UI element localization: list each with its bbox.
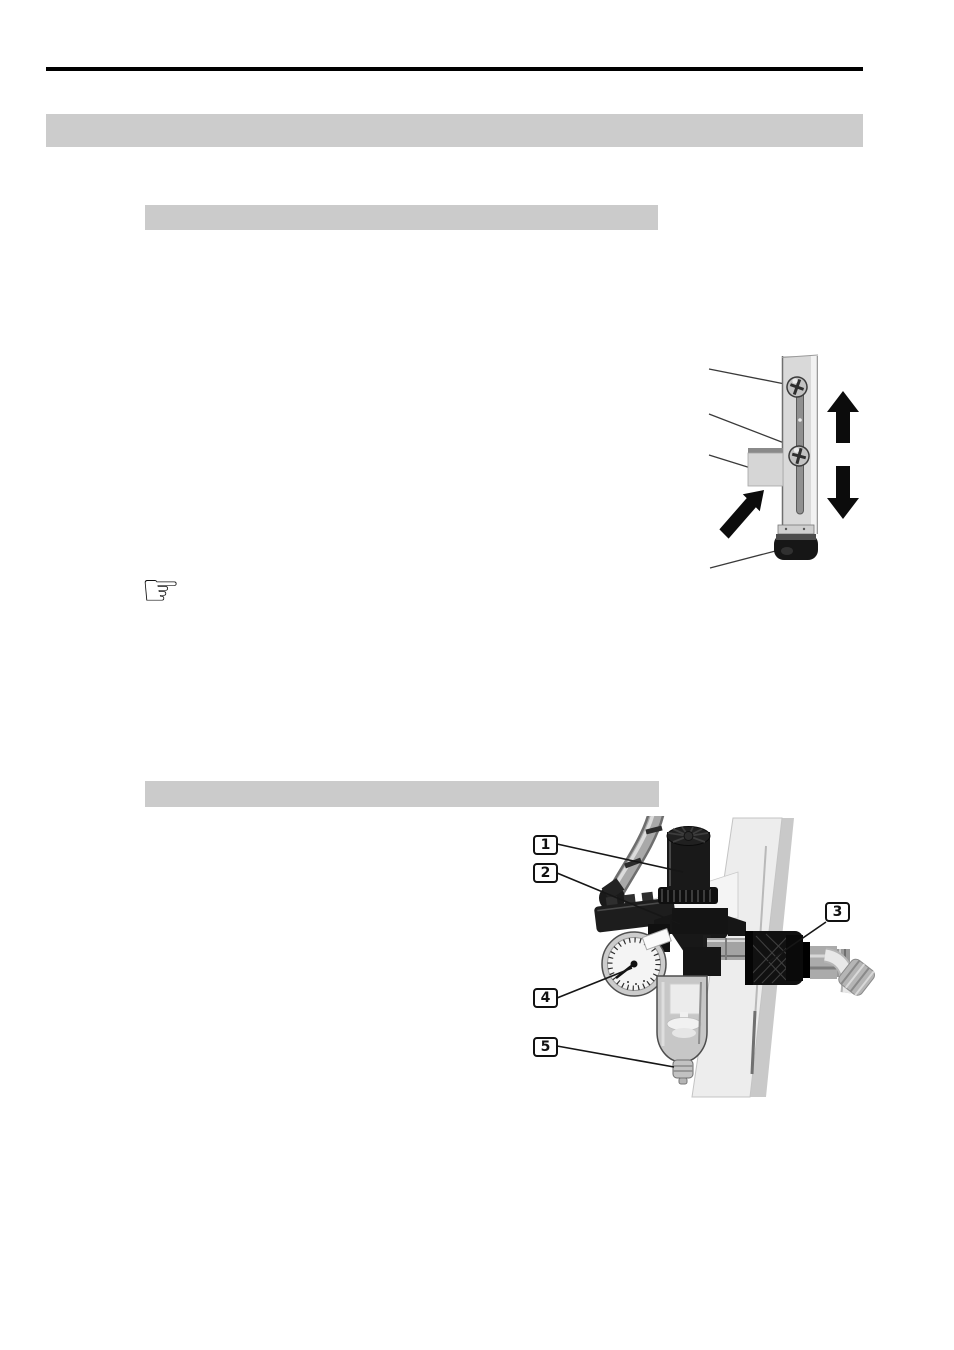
down-arrow-icon (827, 466, 859, 519)
frame-tab (748, 448, 783, 486)
callout-3 (825, 902, 850, 922)
header-rule (46, 67, 863, 71)
callout-1-label: 1 (540, 837, 551, 853)
figure-air-filter-unit (520, 816, 880, 1116)
callout-5 (533, 1037, 558, 1057)
regulator-knob (658, 827, 718, 905)
chapter-title-banner (46, 114, 863, 147)
callout-4 (533, 988, 558, 1008)
callout-4-label: 4 (540, 990, 551, 1006)
callout-2-label: 2 (540, 865, 551, 881)
pointing-hand-icon: ☞ (141, 565, 181, 616)
section-heading-bar-2 (145, 781, 659, 807)
drain-valve (673, 1060, 693, 1084)
callout-1 (533, 835, 558, 855)
callout-2 (533, 863, 558, 883)
callout-3-label: 3 (832, 904, 843, 920)
rubber-foot (774, 525, 818, 560)
figure-height-adjustment (700, 352, 875, 584)
section-heading-bar-1 (145, 205, 658, 230)
diagonal-arrow-icon (719, 490, 764, 539)
up-arrow-icon (827, 391, 859, 443)
callout-5-label: 5 (540, 1039, 551, 1055)
